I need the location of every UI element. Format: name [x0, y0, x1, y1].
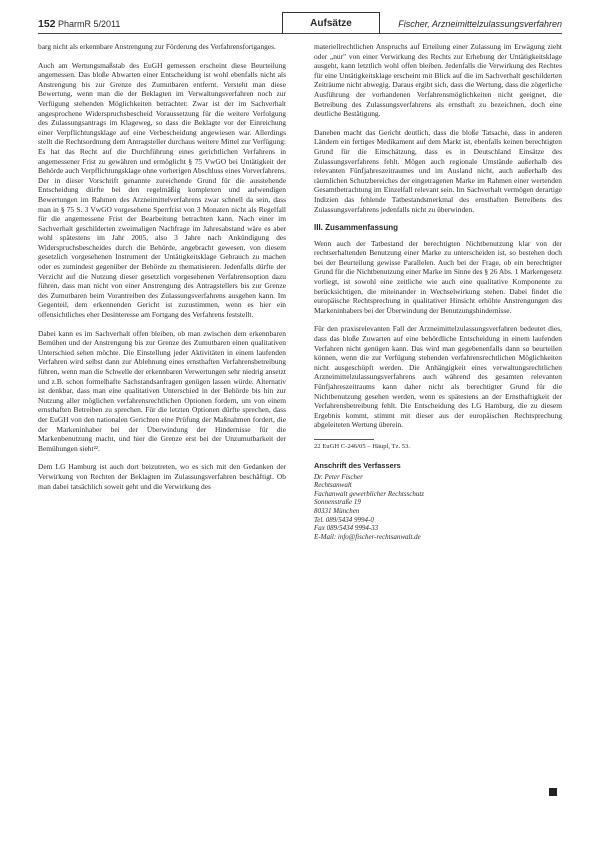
page-header: [38, 12, 562, 34]
address-line: Tel. 089/5434 9994-0: [314, 515, 374, 524]
address-line: Dr. Peter Fischer: [314, 472, 363, 481]
address-line: Fachanwalt gewerblicher Rechtsschutz: [314, 489, 425, 498]
address-heading: Anschrift des Verfassers: [314, 460, 401, 470]
paragraph: materiellrechtlichen Anspruchs auf Erteilung einer Zulassung im Erwägung zieht oder „nur" von einer Verwirkung des Rechts zur Erhebung der Untätigkeitsklage ausgeht, kann letztlich wohl offen bleiben. Jedenfalls die Verwirkung des Rechtes für eine Untätigkeitsklage erscheint mit Blick auf die im Sachverhalt geschilderten Zeiträume nicht abwegig. Daraus ergibt sich, dass die Wertung, dass die zögerliche Ausführung der vorhandenen Verfahrensmöglichkeiten nicht geeignet, die Betreibung des Zulassungsverfahrens als ernsthaft zu bezeichnen, doch eine deutliche Bestätigung.: [314, 42, 562, 119]
section-tab: Aufsätze: [282, 12, 380, 34]
author-address: [314, 461, 562, 541]
footnote: 22 EuGH C-246/05 – Häupl, Tz. 53.: [314, 442, 411, 450]
journal-issue: PharmR 5/2011: [58, 19, 121, 29]
page-number: 152: [38, 18, 56, 30]
address-line: Rechtsanwalt: [314, 481, 352, 490]
paragraph: Dem LG Hamburg ist auch dort beizutreten, wo es sich mit den Gedanken der Verwirkung von Rechten der Beklagten im Zulassungsverfahren beschäftigt. Ob man dabei tatsächlich soweit geht und die Verwirkung des: [38, 462, 286, 491]
paragraph: Wenn auch der Tatbestand der berechtigten Nichtbenutzung klar von der rechtserhaltenden Benutzung einer Marke zu unterscheiden ist, so bestehen doch bei der Beurteilung gewisse Parallelen. Auch bei der Frage, ob ein berechtigter Grund für die Nichtbenutzung einer Marke im Sinne des § 26 Abs. 1 Markengesetz vorliegt, ist sowohl eine zeitliche wie auch eine qualitative Komponente zu berücksichtigen, die miteinander in Wechselwirkung stehen. Dabei findet die europäische Rechtsprechung in qualitativer Hinsicht erhöhte Anstrengungen des Markeninhabers bei der Überwindung der Benutzungshindernisse.: [314, 238, 562, 315]
paragraph: Dabei kann es im Sachverhalt offen bleiben, ob man zwischen dem erkennbaren Bemühen und der Anstrengung bis zur Grenze des Zumutbaren einen qualitativen Unterschied sehen möchte. Die Einstellung jeder Aktivitäten in einem laufenden Verfahren wird selbst dann zur Ablehnung eines ernsthaften Verfahrensbetreibung führen, wenn man die Schwelle der erkennbaren Verwertungen sehr niedrig ansetzt und z.B. schon formelhafte Sachstandsanfragen genügen lassen würde. Alternativ ist denkbar, dass man eine qualitativen Unterschied in der Behörde bis hin zur Nutzung aller möglichen verfahrensrechtlichen Optionen fordern, um von einem ernsthaften Betreiben zu sprechen. Für die letzten Optionen dürfte sprechen, dass der EuGH von den nationalen Gerichten eine Prüfung der Maßnahmen fordert, die der Markeninhaber bei der Überwindung der Hindernisse für die Markenbenutzung macht, und hier die Grenze erst bei der Unzumutbarkeit der Bemühungen sieht²².: [38, 328, 286, 453]
paragraph: barg nicht als erkennbare Anstrengung zur Förderung des Verfahrensfortganges.: [38, 42, 276, 51]
paragraph: Für den praxisrelevanten Fall der Arzneimittelzulassungsverfahren bedeutet dies, dass das bloße Zuwarten auf eine behördliche Entscheidung in einem laufenden Verfahren nicht genügen kann. Das wird man gegebenenfalls dann so beurteilen können, wenn die zur Verfügung stehenden verfahrensrechtlichen Möglichkeiten nicht ausgeschöpft werden. Die Anhängigkeit eines verwaltungsrechtlichen Arzneimittelzulassungsverfahrens auch während des gesamten relevanten Fünfjahreszeitraums kann daher nicht als berechtigter Grund für die Nichtbenutzung gesehen werden, wenn es spätestens an der Ernsthaftigkeit der Verfahrensbetreibung fehlt. Die Entscheidung des LG Hamburg, die zu diesem Ergebnis kommt, stimmt mit dieser aus der europäischen Rechtsprechung abgeleiteten Wertung überein.: [314, 324, 562, 430]
right-column: [314, 42, 562, 541]
address-line: E-Mail: info@fischer-rechtsanwalt.de: [314, 532, 421, 541]
paragraph: Auch am Wertungsmaßstab des EuGH gemessen erscheint diese Beurteilung angemessen. Das bloße Abwarten einer Entscheidung ist wohl ebenfalls nicht als Anstrengung bis zur Grenze des Zumutbaren entfernt. Versteht man diese Bewertung, wenn man die der Beklagten im Verwaltungsverfahren noch zur Verfügung stehenden Möglichkeiten betrachtet: Zwar ist der im Sachverhalt angesprochene Widerspruchsbescheid Voraussetzung für die weitere Verfolgung des Zulassungsantrags im Klageweg, so dass die Beklagte vor der Einreichung einer Verpflichtungsklage auf eine Verbescheidung angewiesen war. Allerdings stellt die Rechtsordnung dem Antragsteller durchaus weitere Mittel zur Verfügung: Es hat das Recht auf die Durchführung eines gerichtlichen Verfahrens in angemessener Frist zu gewähren und ermöglicht § 75 VwGO bei Untätigkeit der Behörde auch Verpflichtungsklage ohne vorherigen Abschluss eines Vorverfahrens. Der in dieser Vorschrift genannte zureichende Grund für die ausstehende Entscheidung dürfte bei den regelmäßig komplexen und aufwendigen Bewertungen im Rahmen des Arzneimittelverfahrens zwar schnell da sein, dass man in § 75 S. 3 VwGO vorgesehene Sperrfrist von 3 Monaten nicht als Regelfall für die angemessene Frist der Bearbeitung betrachten kann. Nach einer im Sachverhalt geschilderten zweimaligen Nachfrage im Jahresabstand wäre es aber wohl spätestens im Jahr 2005, also 3 Jahre nach Ankündigung des Widerspruchsbescheides durch die Behörde, angebracht gewesen, von diesem gesetzlich vorgesehenen Instrument der Untätigkeitsklage Gebrauch zu machen oder es zumindest gegenüber der Behörde zu thematisieren. Jedenfalls dürfte der Verzicht auf die Nutzung dieser gesetzlich vorgesehenen Verfahrensoption dazu führen, dass man nicht von einer Anstrengung des Antragstellers bis zur Grenze des Zumutbaren beim Vorantreiben des Zulassungsverfahrens ausgehen kann. Im Gegenteil, dem erkennenden Gericht ist zuzustimmen, wenn es hier ein offensichtliches eher Desinteresse am Fortgang des Verfahrens feststellt.: [38, 60, 286, 320]
paragraph: Daneben macht das Gericht deutlich, dass die bloße Tatsache, dass in anderen Ländern ein fertiges Medikament auf dem Markt ist, ebenfalls keinen berechtigten Grund für die Einschätzung, dass es in Deutschland Einsätze des Zulassungsverfahrens fehlt. Mögen auch regionale Umstände außerhalb des relevanten Fünfjahreszeitraumes und im Ausland nicht, auch außerhalb des räumlichen Schutzbereiches der eingetragenen Marke im Rahmen einer wertenden Gesamtbetrachtung im Einzelfall relevant sein. Im Sachverhalt vermögen derartige Indizien das fehlende Tatbestandsmerkmal des ernsthaften Betreibens des Zulassungsverfahrens jedenfalls nicht zu überwinden.: [314, 127, 562, 214]
address-line: Sonnenstraße 19: [314, 498, 361, 507]
address-line: Fax 089/5434 9994-33: [314, 524, 379, 533]
address-line: 80331 München: [314, 506, 360, 515]
running-title: Fischer, Arzneimittelzulassungsverfahren: [398, 19, 562, 29]
end-of-article-mark: [549, 788, 557, 796]
section-heading: III. Zusammenfassung: [314, 223, 399, 233]
header-rule: [38, 33, 562, 34]
left-column: [38, 42, 286, 500]
footnote-rule: [314, 439, 374, 440]
